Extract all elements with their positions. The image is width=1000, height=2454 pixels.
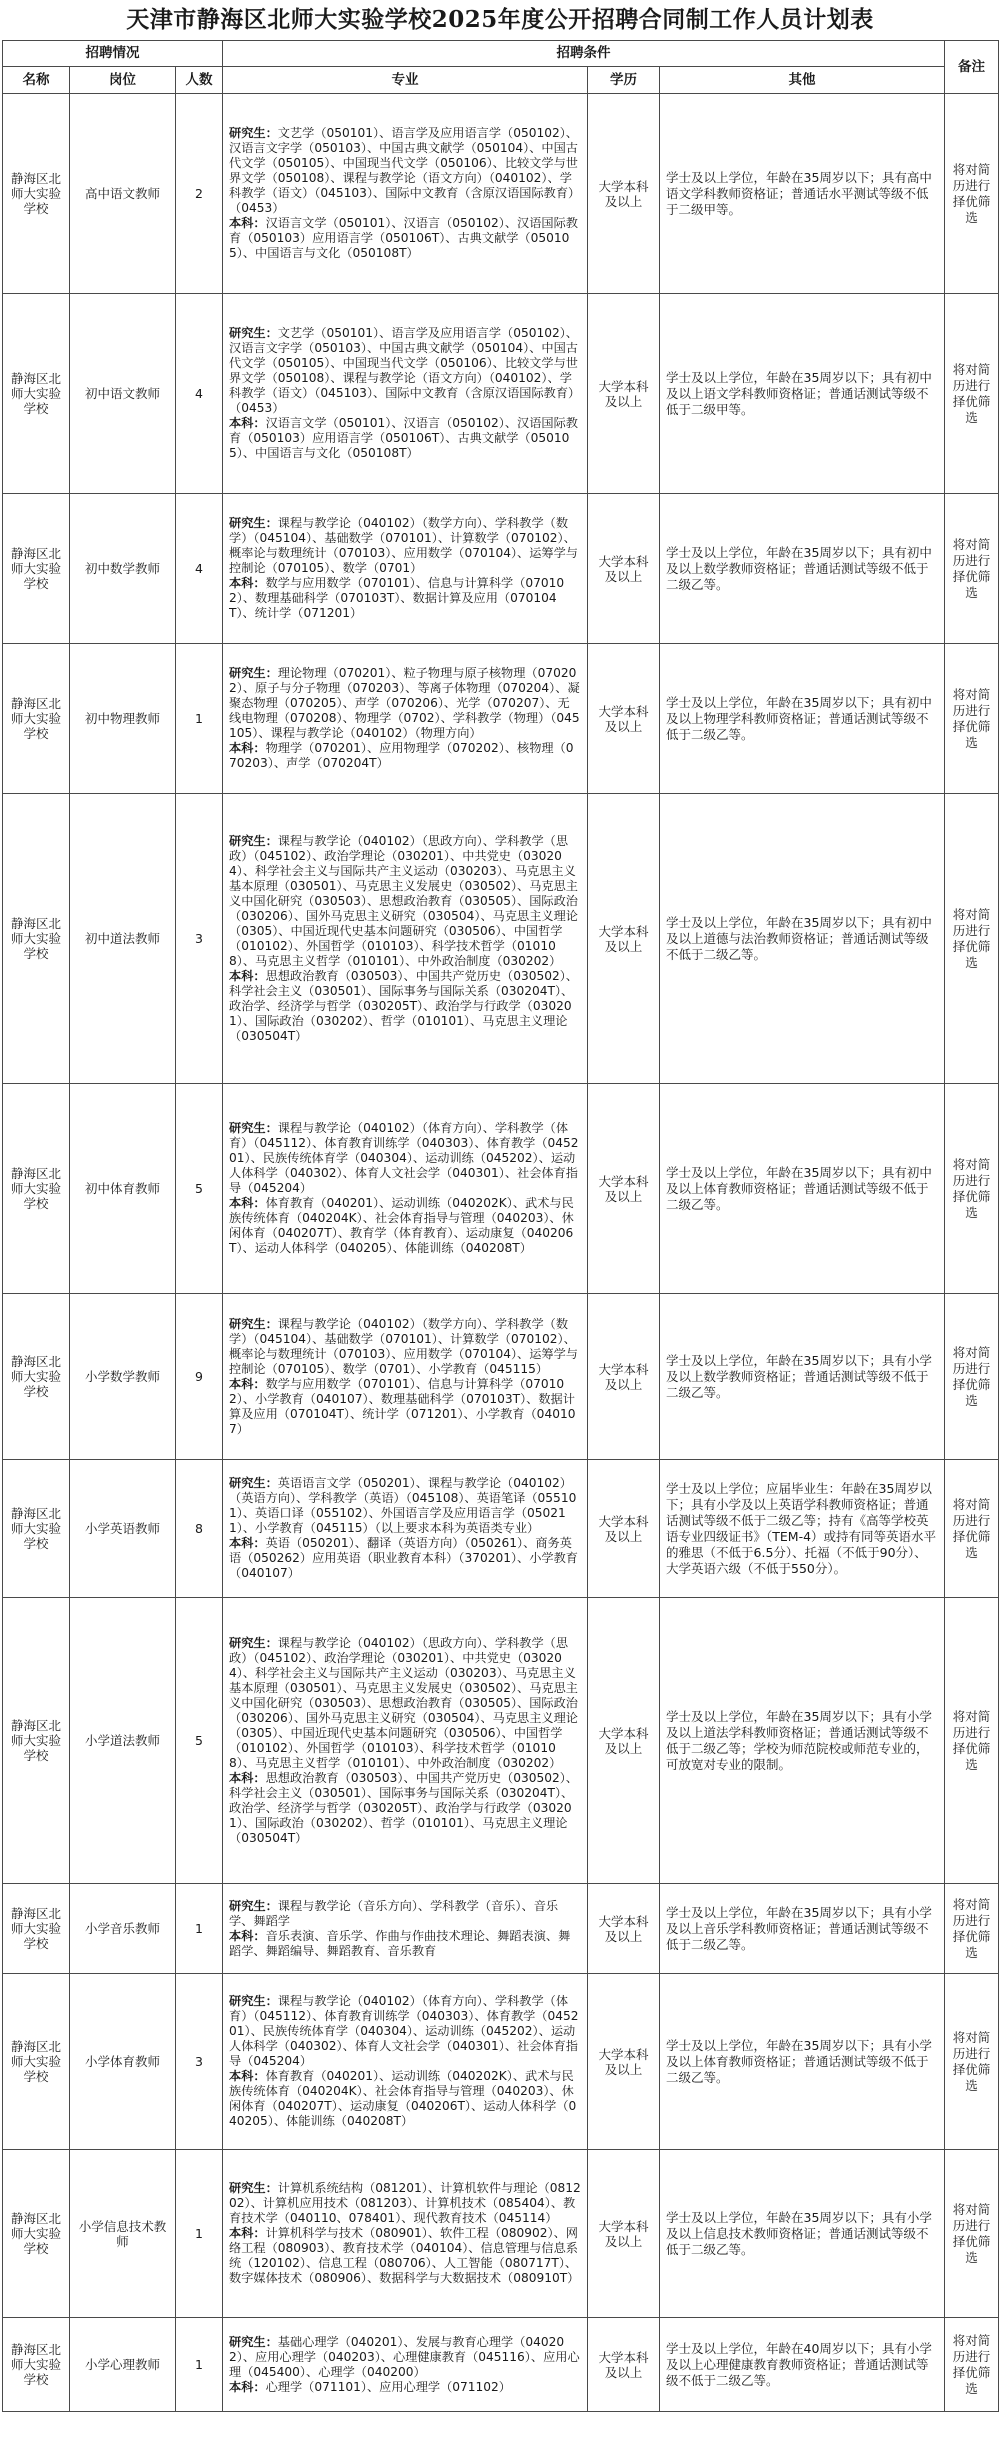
cell-unit-name: 静海区北师大实验学校 (3, 1460, 70, 1598)
cell-post: 小学信息技术教师 (70, 2150, 176, 2318)
table-row (3, 1294, 999, 1460)
undergraduate-majors: 数学与应用数学（070101）、信息与计算科学（070102）、小学教育（040107）、数理基础科学（070103T）、数据计算及应用（070104T）、统计学（071201）、小学教育（040107） (229, 1376, 576, 1436)
graduate-majors: 计算机系统结构（081201）、计算机软件与理论（081202）、计算机应用技术（081203）、计算机技术（085404）、教育技术学（040110、078401）、现代教育技术（045114） (229, 2181, 581, 2225)
cell-unit-name: 静海区北师大实验学校 (3, 2318, 70, 2412)
cell-education: 大学本科及以上 (588, 2150, 660, 2318)
cell-post: 小学体育教师 (70, 1974, 176, 2150)
cell-count: 4 (176, 494, 223, 644)
header-post: 岗位 (70, 67, 176, 94)
cell-remark: 将对简历进行择优筛选 (945, 94, 999, 294)
graduate-majors: 课程与教学论（040102）（思政方向）、学科教学（思政）（045102）、政治学理论（030201）、中共党史（030204）、科学社会主义与国际共产主义运动（030203）、马克思主义基本原理（030501）、马克思主义发展史（030502）、马克思主义中国化研究（030503）、思想政治教育（030505）、国际政治（030206）、国外马克思主义研究（030504）、马克思主义理论（0305）、中国近现代史基本问题研究（030506）、中国哲学（010102）、外国哲学（010103）、科学技术哲学（010108）、马克思主义哲学（010101）、中外政治制度（030202） (229, 1635, 578, 1770)
graduate-majors: 课程与教学论（音乐方向）、学科教学（音乐）、音乐学、舞蹈学 (229, 1898, 559, 1928)
cell-other-requirements: 学士及以上学位，年龄在35周岁以下；具有小学及以上体育教师资格证；普通话测试等级不低于二级乙等。 (660, 1974, 945, 2150)
label-graduate: 研究生： (229, 2334, 278, 2349)
undergraduate-majors: 思想政治教育（030503）、中国共产党历史（030502）、科学社会主义（030501）、国际事务与国际关系（030204T）、政治学、经济学与哲学（030205T）、政治学与行政学（030201）、国际政治（030202）、哲学（010101）、马克思主义理论（030504T） (229, 1770, 578, 1845)
cell-unit-name: 静海区北师大实验学校 (3, 294, 70, 494)
header-name: 名称 (3, 67, 70, 94)
table-row (3, 1974, 999, 2150)
cell-post: 初中数学教师 (70, 494, 176, 644)
cell-education: 大学本科及以上 (588, 94, 660, 294)
cell-remark: 将对简历进行择优筛选 (945, 494, 999, 644)
header-count: 人数 (176, 67, 223, 94)
table-row (3, 644, 999, 794)
graduate-majors: 课程与教学论（040102）（体育方向）、学科教学（体育）（045112）、体育教育训练学（040303）、体育教学（045201）、民族传统体育学（040304）、运动训练（045202）、运动人体科学（040302）、体育人文社会学（040301）、社会体育指导（045204） (229, 1121, 579, 1195)
table-row (3, 2318, 999, 2412)
undergraduate-majors: 汉语言文学（050101）、汉语言（050102）、汉语国际教育（050103）应用语言学（050106T）、古典文献学（050105）、中国语言与文化（050108T） (229, 416, 578, 460)
undergraduate-majors: 汉语言文学（050101）、汉语言（050102）、汉语国际教育（050103）应用语言学（050106T）、古典文献学（050105）、中国语言与文化（050108T） (229, 216, 578, 260)
header-remark: 备注 (945, 41, 999, 94)
cell-other-requirements: 学士及以上学位，年龄在40周岁以下；具有小学及以上心理健康教育教师资格证；普通话测试等级不低于二级乙等。 (660, 2318, 945, 2412)
cell-count: 1 (176, 2318, 223, 2412)
cell-post: 小学英语教师 (70, 1460, 176, 1598)
cell-other-requirements: 学士及以上学位，年龄在35周岁以下；具有初中及以上物理学科教师资格证；普通话测试等级不低于二级乙等。 (660, 644, 945, 794)
cell-post: 小学数学教师 (70, 1294, 176, 1460)
cell-major (223, 1974, 588, 2150)
label-graduate: 研究生： (229, 1994, 278, 2008)
cell-major (223, 2150, 588, 2318)
cell-education: 大学本科及以上 (588, 494, 660, 644)
cell-count: 2 (176, 94, 223, 294)
cell-education: 大学本科及以上 (588, 1884, 660, 1974)
cell-count: 1 (176, 2150, 223, 2318)
cell-other-requirements: 学士及以上学位；应届毕业生：年龄在35周岁以下；具有小学及以上英语学科教师资格证；普通话测试等级不低于二级乙等；持有《高等学校英语专业四级证书》（TEM-4）或持有同等英语水平的雅思（不低于6.5分）、托福（不低于90分）、大学英语六级（不低于550分）。 (660, 1460, 945, 1598)
cell-count: 4 (176, 294, 223, 494)
label-undergraduate: 本科： (229, 2379, 266, 2394)
cell-count: 1 (176, 644, 223, 794)
cell-remark: 将对简历进行择优筛选 (945, 2318, 999, 2412)
label-graduate: 研究生： (229, 1316, 278, 1331)
cell-count: 3 (176, 794, 223, 1084)
cell-count: 5 (176, 1598, 223, 1884)
cell-count: 8 (176, 1460, 223, 1598)
cell-remark: 将对简历进行择优筛选 (945, 1884, 999, 1974)
undergraduate-majors: 体育教育（040201）、运动训练（040202K）、武术与民族传统体育（040204K）、社会体育指导与管理（040203）、休闲体育（040207T）、教育学（体育教育）、运动康复（040206T）、运动人体科学（040205）、体能训练（040208T） (229, 1196, 574, 1255)
cell-major (223, 794, 588, 1084)
label-undergraduate: 本科： (229, 968, 266, 983)
cell-post: 初中语文教师 (70, 294, 176, 494)
cell-remark: 将对简历进行择优筛选 (945, 794, 999, 1084)
header-major: 专业 (223, 67, 588, 94)
cell-remark: 将对简历进行择优筛选 (945, 1294, 999, 1460)
cell-other-requirements: 学士及以上学位，年龄在35周岁以下；具有初中及以上道德与法治教师资格证；普通话测试等级不低于二级乙等。 (660, 794, 945, 1084)
undergraduate-majors: 音乐表演、音乐学、作曲与作曲技术理论、舞蹈表演、舞蹈学、舞蹈编导、舞蹈教育、音乐教育 (229, 1928, 571, 1958)
cell-education: 大学本科及以上 (588, 794, 660, 1084)
undergraduate-majors: 体育教育（040201）、运动训练（040202K）、武术与民族传统体育（040204K）、社会体育指导与管理（040203）、休闲体育（040207T）、运动康复（040206T）、运动人体科学（040205）、体能训练（040208T） (229, 2069, 577, 2128)
label-graduate: 研究生： (229, 1898, 278, 1913)
cell-unit-name: 静海区北师大实验学校 (3, 644, 70, 794)
cell-major (223, 1884, 588, 1974)
label-graduate: 研究生： (229, 2181, 278, 2195)
cell-post: 小学音乐教师 (70, 1884, 176, 1974)
cell-post: 高中语文教师 (70, 94, 176, 294)
label-undergraduate: 本科： (229, 1376, 266, 1391)
undergraduate-majors: 物理学（070201）、应用物理学（070202）、核物理（070203）、声学（070204T） (229, 741, 574, 770)
graduate-majors: 理论物理（070201）、粒子物理与原子核物理（070202）、原子与分子物理（070203）、等离子体物理（070204）、凝聚态物理（070205）、声学（070206）、光学（070207）、无线电物理（070208）、物理学（0702）、学科教学（物理）（045105）、课程与教学论（040102）（物理方向） (229, 666, 580, 740)
cell-major (223, 2318, 588, 2412)
cell-other-requirements: 学士及以上学位，年龄在35周岁以下；具有小学及以上音乐学科教师资格证；普通话测试等级不低于二级乙等。 (660, 1884, 945, 1974)
label-graduate: 研究生： (229, 126, 278, 140)
undergraduate-majors: 计算机科学与技术（080901）、软件工程（080902）、网络工程（080903）、教育技术学（040104）、信息管理与信息系统（120102）、信息工程（080706）、人工智能（080717T）、数字媒体技术（080906）、数据科学与大数据技术（080910T） (229, 2226, 580, 2285)
table-row (3, 1598, 999, 1884)
cell-unit-name: 静海区北师大实验学校 (3, 94, 70, 294)
table-row (3, 1884, 999, 1974)
graduate-majors: 课程与教学论（040102）（思政方向）、学科教学（思政）（045102）、政治学理论（030201）、中共党史（030204）、科学社会主义与国际共产主义运动（030203）、马克思主义基本原理（030501）、马克思主义发展史（030502）、马克思主义中国化研究（030503）、思想政治教育（030505）、国际政治（030206）、国外马克思主义研究（030504）、马克思主义理论（0305）、中国近现代史基本问题研究（030506）、中国哲学（010102）、外国哲学（010103）、科学技术哲学（010108）、马克思主义哲学（010101）、中外政治制度（030202） (229, 833, 578, 968)
cell-education: 大学本科及以上 (588, 1460, 660, 1598)
table-row (3, 494, 999, 644)
table-row (3, 2150, 999, 2318)
cell-post: 小学道法教师 (70, 1598, 176, 1884)
label-undergraduate: 本科： (229, 2226, 266, 2240)
cell-remark: 将对简历进行择优筛选 (945, 644, 999, 794)
cell-major (223, 1460, 588, 1598)
graduate-majors: 课程与教学论（040102）（数学方向）、学科教学（数学）（045104）、基础数学（070101）、计算数学（070102）、概率论与数理统计（070103）、应用数学（070104）、运筹学与控制论（070105）、数学（0701） (229, 516, 578, 575)
cell-post: 初中体育教师 (70, 1084, 176, 1294)
label-graduate: 研究生： (229, 1635, 278, 1650)
cell-unit-name: 静海区北师大实验学校 (3, 1974, 70, 2150)
undergraduate-majors: 思想政治教育（030503）、中国共产党历史（030502）、科学社会主义（030501）、国际事务与国际关系（030204T）、政治学、经济学与哲学（030205T）、政治学与行政学（030201）、国际政治（030202）、哲学（010101）、马克思主义理论（030504T） (229, 968, 578, 1043)
undergraduate-majors: 数学与应用数学（070101）、信息与计算科学（070102）、数理基础科学（070103T）、数据计算及应用（070104T）、统计学（071201） (229, 576, 565, 620)
cell-education: 大学本科及以上 (588, 644, 660, 794)
document-title: 天津市静海区北师大实验学校2025年度公开招聘合同制工作人员计划表 (126, 6, 874, 33)
label-undergraduate: 本科： (229, 216, 266, 230)
header-other: 其他 (660, 67, 945, 94)
cell-major (223, 1294, 588, 1460)
label-undergraduate: 本科： (229, 576, 266, 590)
label-undergraduate: 本科： (229, 2069, 266, 2083)
cell-remark: 将对简历进行择优筛选 (945, 294, 999, 494)
cell-other-requirements: 学士及以上学位，年龄在35周岁以下；具有小学及以上信息技术教师资格证；普通话测试等级不低于二级乙等。 (660, 2150, 945, 2318)
cell-other-requirements: 学士及以上学位，年龄在35周岁以下；具有小学及以上道法学科教师资格证；普通话测试等级不低于二级乙等；学校为师范院校或师范专业的，可放宽对专业的限制。 (660, 1598, 945, 1884)
cell-count: 1 (176, 1884, 223, 1974)
cell-unit-name: 静海区北师大实验学校 (3, 1598, 70, 1884)
undergraduate-majors: 心理学（071101）、应用心理学（071102） (265, 2379, 511, 2394)
header-group-recruitment-info: 招聘情况 (3, 41, 223, 67)
label-undergraduate: 本科： (229, 741, 266, 755)
table-row (3, 794, 999, 1084)
cell-other-requirements: 学士及以上学位，年龄在35周岁以下；具有初中及以上体育教师资格证；普通话测试等级不低于二级乙等。 (660, 1084, 945, 1294)
cell-education: 大学本科及以上 (588, 1084, 660, 1294)
cell-other-requirements: 学士及以上学位，年龄在35周岁以下；具有小学及以上数学教师资格证；普通话测试等级不低于二级乙等。 (660, 1294, 945, 1460)
header-education: 学历 (588, 67, 660, 94)
cell-count: 5 (176, 1084, 223, 1294)
header-group-conditions: 招聘条件 (223, 41, 945, 67)
cell-education: 大学本科及以上 (588, 1294, 660, 1460)
label-undergraduate: 本科： (229, 1928, 266, 1943)
cell-remark: 将对简历进行择优筛选 (945, 2150, 999, 2318)
cell-education: 大学本科及以上 (588, 1974, 660, 2150)
cell-unit-name: 静海区北师大实验学校 (3, 2150, 70, 2318)
cell-unit-name: 静海区北师大实验学校 (3, 794, 70, 1084)
graduate-majors: 文艺学（050101）、语言学及应用语言学（050102）、汉语言文字学（050103）、中国古典文献学（050104）、中国古代文学（050105）、中国现当代文学（050106）、比较文学与世界文学（050108）、课程与教学论（语文方向）（040102）、学科教学（语文）（045103）、国际中文教育（含原汉语国际教育）（0453） (229, 326, 581, 415)
cell-major (223, 1084, 588, 1294)
label-graduate: 研究生： (229, 516, 278, 530)
cell-count: 3 (176, 1974, 223, 2150)
table-row (3, 94, 999, 294)
label-graduate: 研究生： (229, 326, 278, 340)
label-undergraduate: 本科： (229, 1196, 266, 1210)
cell-post: 初中物理教师 (70, 644, 176, 794)
undergraduate-majors: 英语（050201）、翻译（英语方向）（050261）、商务英语（050262）应用英语（职业教育本科）（370201）、小学教育（040107） (229, 1536, 578, 1580)
graduate-majors: 课程与教学论（040102）（体育方向）、学科教学（体育）（045112）、体育教育训练学（040303）、体育教学（045201）、民族传统体育学（040304）、运动训练（045202）、运动人体科学（040302）、体育人文社会学（040301）、社会体育指导（045204） (229, 1994, 579, 2068)
recruitment-plan-table (2, 40, 999, 2412)
table-row (3, 294, 999, 494)
label-undergraduate: 本科： (229, 1770, 266, 1785)
cell-education: 大学本科及以上 (588, 294, 660, 494)
cell-major (223, 644, 588, 794)
cell-major (223, 1598, 588, 1884)
label-graduate: 研究生： (229, 1476, 278, 1490)
cell-other-requirements: 学士及以上学位，年龄在35周岁以下；具有高中语文学科教师资格证；普通话水平测试等级不低于二级甲等。 (660, 94, 945, 294)
cell-education: 大学本科及以上 (588, 1598, 660, 1884)
graduate-majors: 基础心理学（040201）、发展与教育心理学（040202）、应用心理学（040203）、心理健康教育（045116）、应用心理（045400）、心理学（040200） (229, 2334, 580, 2379)
cell-remark: 将对简历进行择优筛选 (945, 1460, 999, 1598)
cell-other-requirements: 学士及以上学位，年龄在35周岁以下；具有初中及以上语文学科教师资格证；普通话测试等级不低于二级甲等。 (660, 294, 945, 494)
label-graduate: 研究生： (229, 1121, 278, 1135)
label-graduate: 研究生： (229, 666, 278, 680)
cell-unit-name: 静海区北师大实验学校 (3, 1884, 70, 1974)
cell-remark: 将对简历进行择优筛选 (945, 1598, 999, 1884)
cell-remark: 将对简历进行择优筛选 (945, 1084, 999, 1294)
graduate-majors: 英语语言文学（050201）、课程与教学论（040102）（英语方向）、学科教学（英语）（045108）、英语笔译（055101）、英语口译（055102）、外国语言学及应用语言学（050211）、小学教育（045115）（以上要求本科为英语类专业） (229, 1476, 577, 1535)
table-row (3, 1084, 999, 1294)
cell-education: 大学本科及以上 (588, 2318, 660, 2412)
cell-post: 小学心理教师 (70, 2318, 176, 2412)
cell-unit-name: 静海区北师大实验学校 (3, 1084, 70, 1294)
cell-post: 初中道法教师 (70, 794, 176, 1084)
cell-unit-name: 静海区北师大实验学校 (3, 494, 70, 644)
cell-other-requirements: 学士及以上学位，年龄在35周岁以下；具有初中及以上数学教师资格证；普通话测试等级不低于二级乙等。 (660, 494, 945, 644)
label-undergraduate: 本科： (229, 1536, 266, 1550)
cell-major (223, 494, 588, 644)
table-row (3, 1460, 999, 1598)
graduate-majors: 课程与教学论（040102）（数学方向）、学科教学（数学）（045104）、基础数学（070101）、计算数学（070102）、概率论与数理统计（070103）、应用数学（070104）、运筹学与控制论（070105）、数学（0701）、小学教育（045115） (229, 1316, 578, 1376)
label-undergraduate: 本科： (229, 416, 266, 430)
cell-remark: 将对简历进行择优筛选 (945, 1974, 999, 2150)
cell-major (223, 94, 588, 294)
cell-major (223, 294, 588, 494)
label-graduate: 研究生： (229, 833, 278, 848)
cell-unit-name: 静海区北师大实验学校 (3, 1294, 70, 1460)
graduate-majors: 文艺学（050101）、语言学及应用语言学（050102）、汉语言文字学（050103）、中国古典文献学（050104）、中国古代文学（050105）、中国现当代文学（050106）、比较文学与世界文学（050108）、课程与教学论（语文方向）（040102）、学科教学（语文）（045103）、国际中文教育（含原汉语国际教育）（0453） (229, 126, 581, 215)
cell-count: 9 (176, 1294, 223, 1460)
